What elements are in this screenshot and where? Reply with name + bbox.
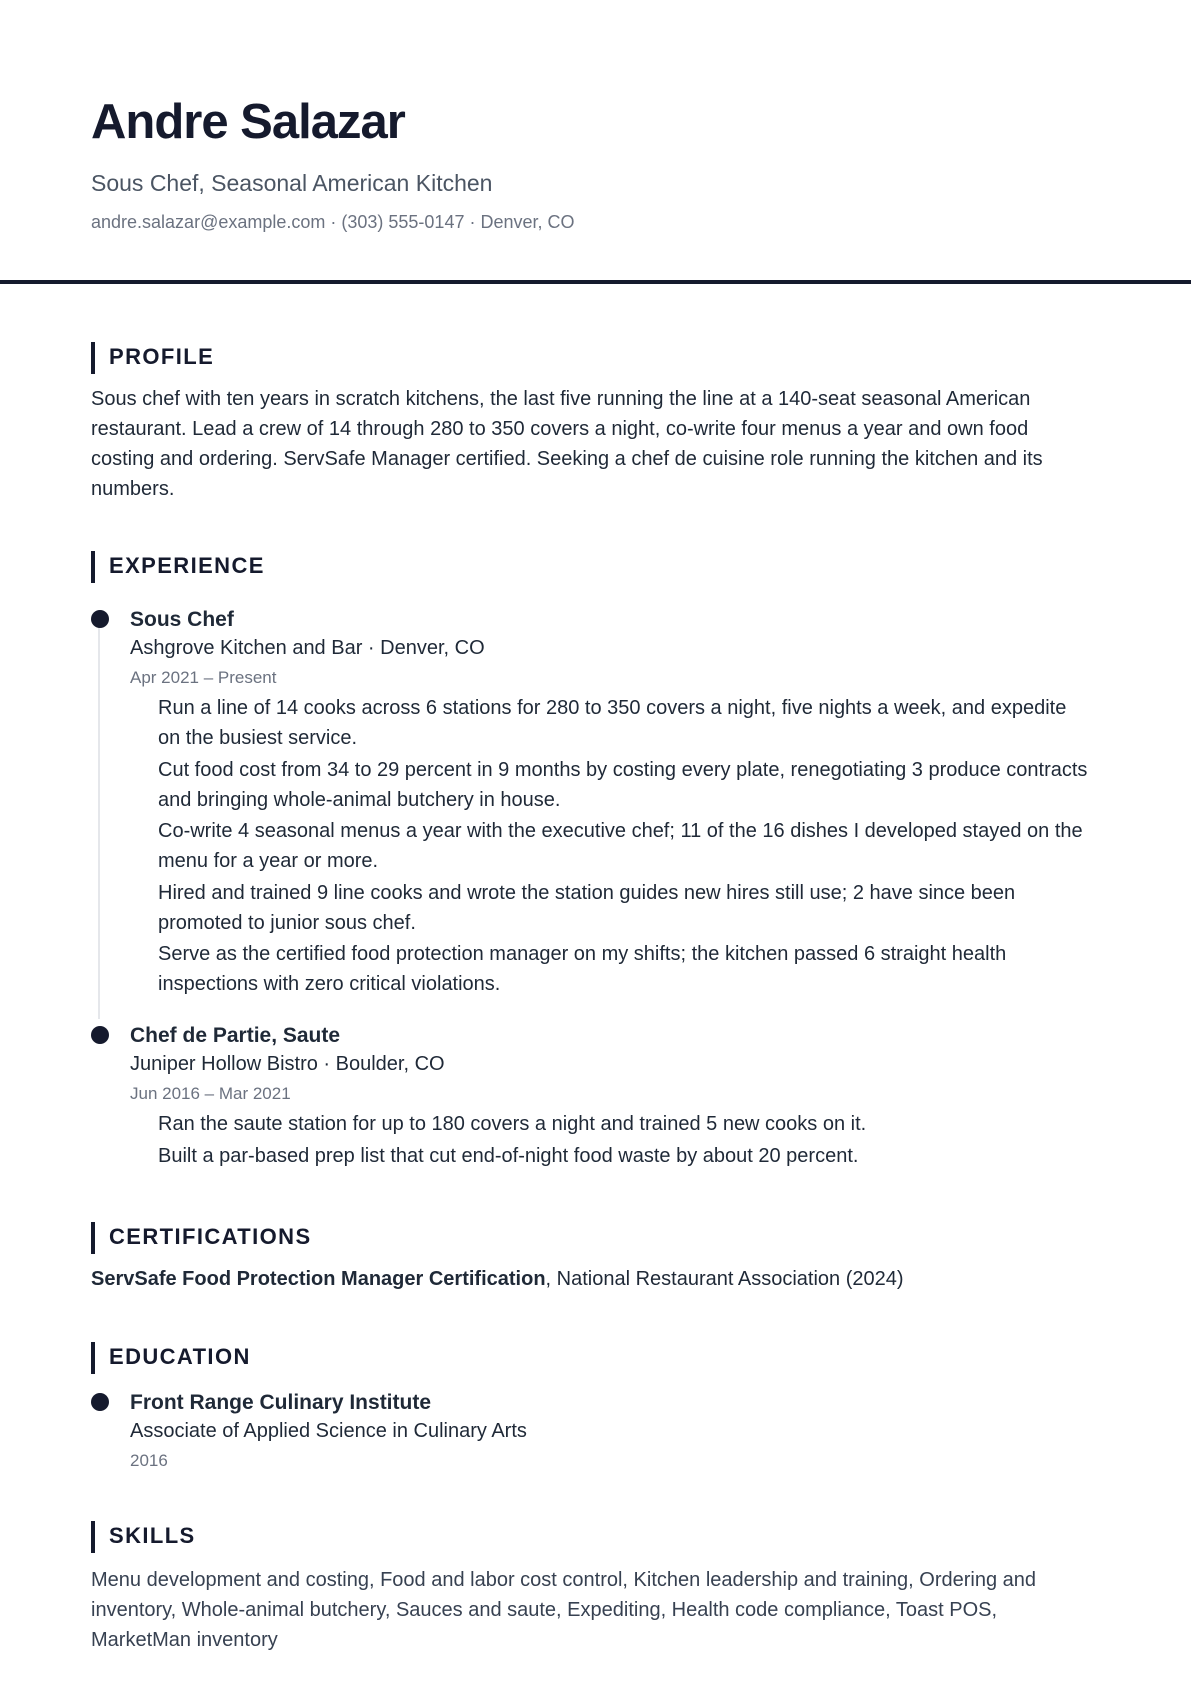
education-timeline [91,1388,1091,1476]
graduation-year: 2016 [130,1451,168,1470]
job-bullet: Built a par-based prep list that cut end-of-night food waste by about 20 percent. [158,1144,859,1167]
job-employer: Juniper Hollow Bistro · Boulder, CO [130,1053,445,1075]
experience-section [91,551,1091,1172]
job-bullet: Co-write 4 seasonal menus a year with the executive chef; 11 of the 16 dishes I developed stayed on the menu for a year or more. [158,820,1083,872]
contact-line: andre.salazar@example.com · (303) 555-0147 · Denver, CO [91,212,575,232]
timeline-dot [91,1393,109,1411]
resume-header [91,92,1100,234]
job-bullet: Serve as the certified food protection manager on my shifts; the kitchen passed 6 straight health inspections with zero critical violations. [158,943,1007,995]
job-employer: Ashgrove Kitchen and Bar · Denver, CO [130,637,485,659]
job-bullet: Cut food cost from 34 to 29 percent in 9 months by costing every plate, renegotiating 3 produce contracts and bringing whole-animal butchery in house. [158,758,1088,811]
job-dates: Apr 2021 – Present [130,668,277,687]
job-bullet: Run a line of 14 cooks across 6 stations for 280 to 350 covers a night, five nights a week, and expedite on the busiest service. [158,697,1067,749]
job-title: Sous Chef [130,608,234,631]
degree-name: Associate of Applied Science in Culinary Arts [130,1420,527,1442]
profile-summary: Sous chef with ten years in scratch kitchens, the last five running the line at a 140-seat seasonal American restaurant. Lead a crew of 14 through 280 to 350 covers a night, co-write four menus a year and own food costing and ordering. ServSafe Manager certified. Seeking a chef de cuisine role running the kitchen and its numbers. [91,388,1043,500]
skills-heading: SKILLS [91,1521,1091,1553]
education-entry [91,1388,1091,1476]
job-bullets [130,693,1091,999]
job-bullet: Ran the saute station for up to 180 covers a night and trained 5 new cooks on it. [158,1113,867,1135]
experience-heading: EXPERIENCE [91,551,1091,583]
profile-heading: PROFILE [91,342,1091,374]
job-bullet: Hired and trained 9 line cooks and wrote the station guides new hires still use; 2 have since been promoted to junior sous chef. [158,881,1016,934]
school-name: Front Range Culinary Institute [130,1391,432,1414]
certification-detail: , National Restaurant Association (2024) [545,1268,904,1290]
certifications-heading: CERTIFICATIONS [91,1222,1091,1254]
certifications-section [91,1222,1091,1294]
certification-name: ServSafe Food Protection Manager Certification [91,1268,546,1290]
job-title: Chef de Partie, Saute [130,1024,341,1047]
job-dates: Jun 2016 – Mar 2021 [130,1084,291,1103]
header-divider [0,280,1191,284]
candidate-name: Andre Salazar [91,95,405,149]
education-heading: EDUCATION [91,1342,1091,1374]
certification-item [91,1264,1091,1294]
skills-list: Menu development and costing, Food and labor cost control, Kitchen leadership and training, Ordering and inventory, Whole-animal butchery, Sauces and saute, Expediting, Health code compliance, Toast POS, MarketMan inventory [91,1569,1037,1651]
candidate-headline: Sous Chef, Seasonal American Kitchen [91,170,493,196]
timeline-dot [91,1026,109,1044]
skills-section [91,1521,1091,1655]
education-section [91,1342,1091,1476]
experience-timeline [91,605,1091,1171]
job-entry [91,605,1091,999]
job-entry [91,1021,1091,1171]
timeline-dot [91,610,109,628]
job-bullets [130,1109,1091,1171]
profile-section [91,342,1091,504]
